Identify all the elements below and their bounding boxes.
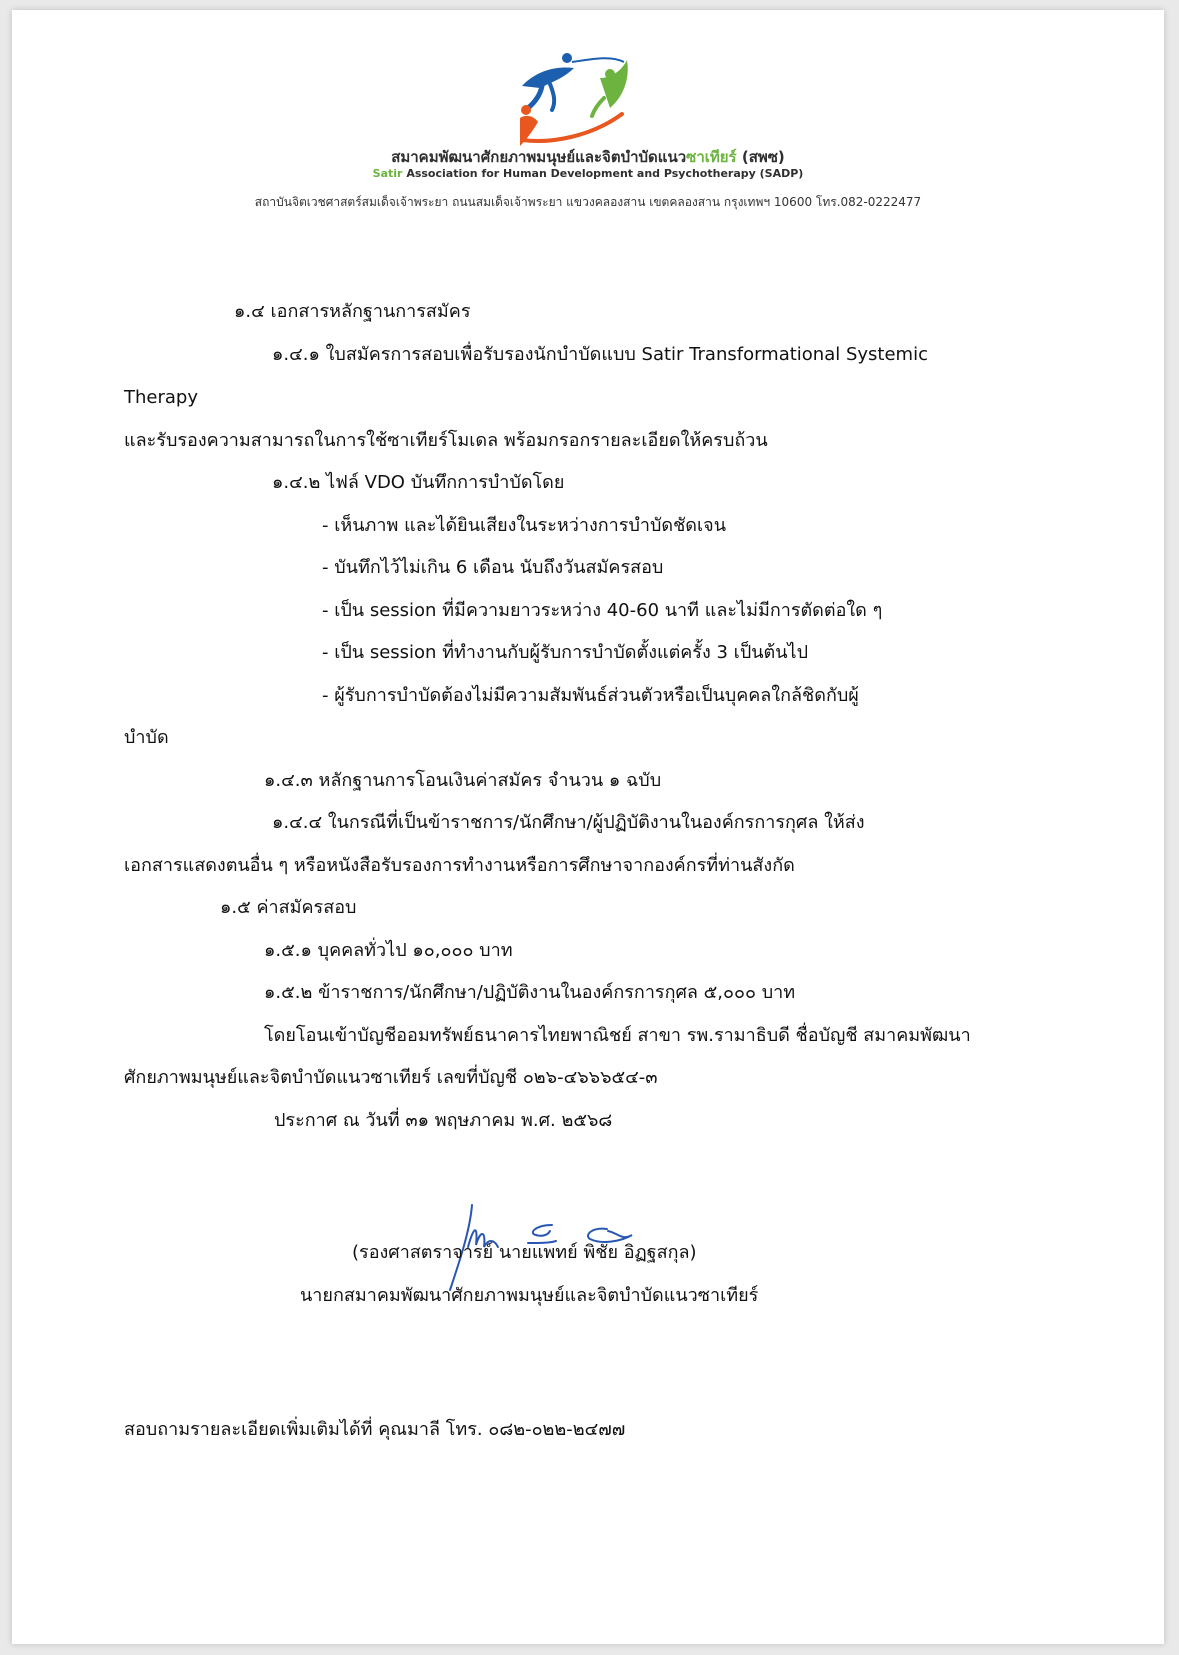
- section-1-4-title: ๑.๔ เอกสารหลักฐานการสมัคร: [234, 301, 471, 322]
- section-1-4-4-line-2: เอกสารแสดงตนอื่น ๆ หรือหนังสือรับรองการทำงานหรือการศึกษาจากองค์กรที่ท่านสังกัด: [124, 855, 795, 876]
- signatory-position: นายกสมาคมพัฒนาศักยภาพมนุษย์และจิตบำบัดแนวซาเทียร์: [300, 1285, 759, 1306]
- section-1-4-4-line-1: ๑.๔.๔ ในกรณีที่เป็นข้าราชการ/นักศึกษา/ผู้ปฏิบัติงานในองค์กรการกุศล ให้ส่ง: [272, 812, 865, 833]
- signatory-name: (รองศาสตราจารย์ นายแพทย์ พิชัย อิฏฐสกุล): [352, 1242, 697, 1263]
- section-1-4-1-line-3: และรับรองความสามารถในการใช้ซาเทียร์โมเดล พร้อมกรอกรายละเอียดให้ครบถ้วน: [124, 430, 768, 451]
- document-page: [12, 10, 1164, 1644]
- org-name-th-main: สมาคมพัฒนาศักยภาพมนุษย์และจิตบำบัดแนว: [391, 148, 687, 166]
- org-name-th-accent: ซาเทียร์: [686, 148, 737, 166]
- vdo-requirement-5: - ผู้รับการบำบัดต้องไม่มีความสัมพันธ์ส่วนตัวหรือเป็นบุคคลใกล้ชิดกับผู้: [322, 685, 859, 706]
- section-1-4-1-line-1: ๑.๔.๑ ใบสมัครการสอบเพื่อรับรองนักบำบัดแบบ Satir Transformational Systemic: [272, 344, 928, 365]
- vdo-requirement-3: - เป็น session ที่มีความยาวระหว่าง 40-60 นาที และไม่มีการตัดต่อใด ๆ: [322, 600, 883, 621]
- bank-transfer-line-2: ศักยภาพมนุษย์และจิตบำบัดแนวซาเทียร์ เลขที่บัญชี ๐๒๖-๔๖๖๖๕๔-๓: [124, 1067, 658, 1088]
- association-address: สถาบันจิตเวชศาสตร์สมเด็จเจ้าพระยา ถนนสมเด็จเจ้าพระยา แขวงคลองสาน เขตคลองสาน กรุงเทพฯ 10600 โทร.082-0222477: [254, 195, 922, 209]
- association-name-english: [12, 167, 1164, 180]
- vdo-requirement-2: - บันทึกไว้ไม่เกิน 6 เดือน นับถึงวันสมัครสอบ: [322, 557, 664, 578]
- bank-transfer-line-1: โดยโอนเข้าบัญชีออมทรัพย์ธนาคารไทยพาณิชย์ สาขา รพ.รามาธิบดี ชื่อบัญชี สมาคมพัฒนา: [264, 1025, 971, 1046]
- org-name-th-abbr: (สพซ): [741, 148, 785, 166]
- section-1-4-2-title: ๑.๔.๒ ไฟล์ VDO บันทึกการบำบัดโดย: [272, 472, 565, 493]
- org-name-en-accent: Satir: [372, 167, 403, 180]
- vdo-requirement-4: - เป็น session ที่ทำงานกับผู้รับการบำบัดตั้งแต่ครั้ง 3 เป็นต้นไป: [322, 642, 809, 663]
- section-1-5-1: ๑.๕.๑ บุคคลทั่วไป ๑๐,๐๐๐ บาท: [264, 940, 513, 961]
- association-name-thai: [12, 145, 1164, 169]
- announcement-date: ประกาศ ณ วันที่ ๓๑ พฤษภาคม พ.ศ. ๒๕๖๘: [274, 1110, 613, 1131]
- section-1-4-1-line-2: Therapy: [124, 387, 198, 408]
- section-1-5-2: ๑.๕.๒ ข้าราชการ/นักศึกษา/ปฏิบัติงานในองค์กรการกุศล ๕,๐๐๐ บาท: [264, 982, 796, 1003]
- association-logo-icon: [512, 48, 662, 148]
- vdo-requirement-1: - เห็นภาพ และได้ยินเสียงในระหว่างการบำบัดชัดเจน: [322, 515, 726, 536]
- section-1-5-title: ๑.๕ ค่าสมัครสอบ: [220, 897, 357, 918]
- contact-footer: สอบถามรายละเอียดเพิ่มเติมได้ที่ คุณมาลี โทร. ๐๘๒-๐๒๒-๒๔๗๗: [124, 1419, 626, 1440]
- vdo-requirement-5-continued: บำบัด: [124, 727, 169, 748]
- org-name-en-rest: Association for Human Development and Psychotherapy (SADP): [406, 167, 804, 180]
- section-1-4-3: ๑.๔.๓ หลักฐานการโอนเงินค่าสมัคร จำนวน ๑ ฉบับ: [264, 770, 662, 791]
